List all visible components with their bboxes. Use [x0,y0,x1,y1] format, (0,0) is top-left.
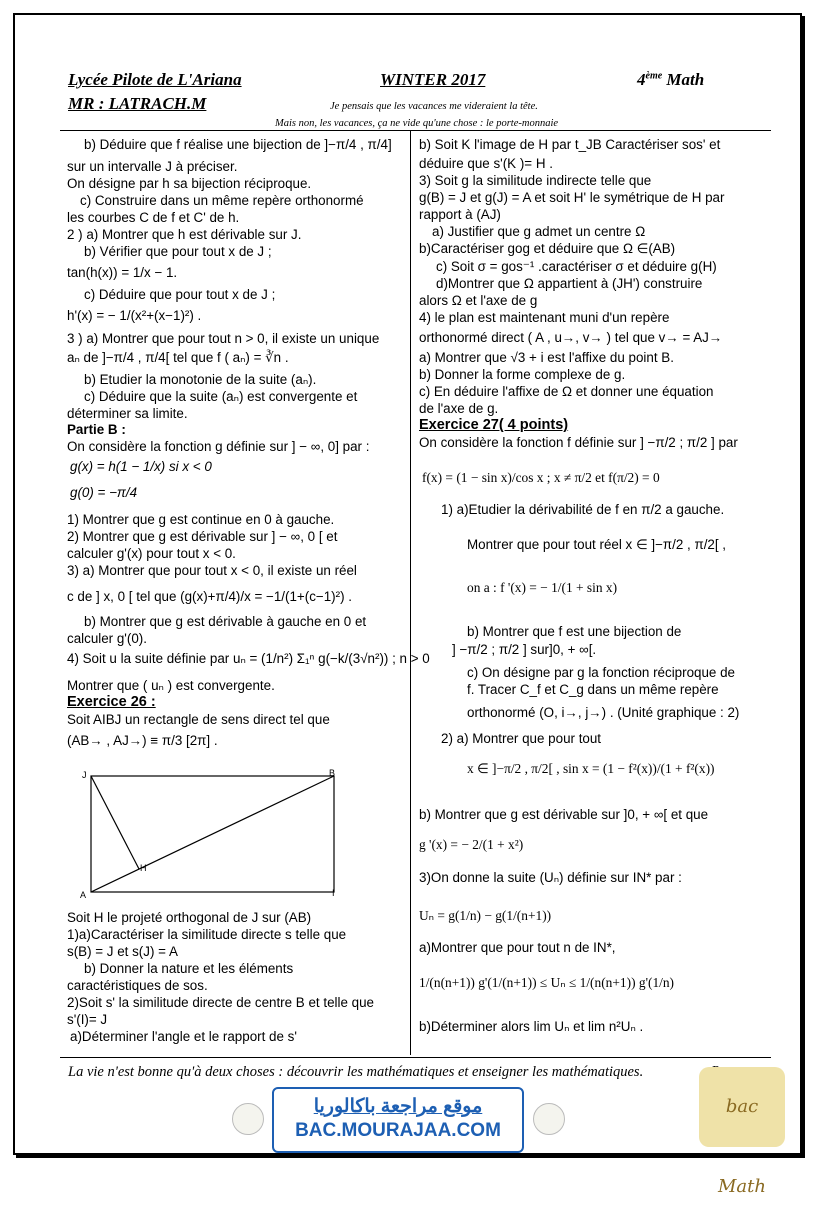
text-line: Montrer que pour tout réel x ∈ ]−π/2 , π/2[ , [467,537,727,552]
text-line: c) En déduire l'affixe de Ω et donner une équation [419,384,714,399]
text-line: a) Montrer que √3 + i est l'affixe du point B. [419,350,674,365]
formula-line: Uₙ = g(1/n) − g(1/(n+1)) [419,908,552,923]
text-line: 2) Montrer que g est dérivable sur ] − ∞, 0 [ et [67,529,338,544]
site-url[interactable]: BAC.MOURAJAA.COM [295,1120,501,1141]
text-line: c) Déduire que pour tout x de J ; [84,287,276,302]
class-label [637,70,704,90]
formula-line: c de ] x, 0 [ tel que (g(x)+π/4)/x = −1/(1+(c−1)²) . [67,589,352,604]
text-line: c) Construire dans un même repère orthonormé [80,193,364,208]
text-line: 2) a) Montrer que pour tout [441,731,602,746]
class-number: 4 [637,70,646,89]
section-title: Partie B : [67,422,126,437]
text-line: 3 ) a) Montrer que pour tout n > 0, il existe un unique [67,331,380,346]
text-line: 1) Montrer que g est continue en 0 à gauche. [67,512,335,527]
text-line: d)Montrer que Ω appartient à (JH') construire [436,276,703,291]
formula-line: aₙ de ]−π/4 , π/4[ tel que f ( aₙ) = ∛n . [67,350,289,365]
formula-line: 1/(n(n+1)) g'(1/(n+1)) ≤ Uₙ ≤ 1/(n(n+1)) g'(1/n) [419,975,675,990]
text-line: b) Montrer que g est dérivable sur ]0, + ∞[ et que [419,807,709,822]
header-divider [60,130,771,131]
label-i: I [332,888,335,898]
text-line: déterminer sa limite. [67,406,188,421]
text-line: g(B) = J et g(J) = A et soit H' le symétrique de H par [419,190,725,205]
text-line: ] −π/2 ; π/2 ] sur]0, + ∞[. [452,642,597,657]
text-line: calculer g'(0). [67,631,147,646]
site-logo-right-icon [533,1103,565,1135]
formula-line: h'(x) = − 1/(x²+(x−1)²) . [67,308,202,323]
formula-line: 4) Soit u la suite définie par uₙ = (1/n²) Σ₁ⁿ g(−k/(3√n²)) ; n > 0 [67,651,430,666]
text-line: On désigne par h sa bijection réciproque. [67,176,312,191]
rectangle-figure [74,768,364,900]
text-line: 2)Soit s' la similitude directe de centre B et telle que [67,995,374,1010]
text-line: b) Montrer que g est dérivable à gauche en 0 et [84,614,367,629]
text-line: b) Déduire que f réalise une bijection de ]−π/4 , π/4] [84,137,392,152]
text-line: b) Soit K l'image de H par t_JB Caractériser sos' et [419,137,721,152]
text-line: c) Déduire que la suite (aₙ) est convergente et [84,389,358,404]
text-line: orthonormé direct ( A , u→, v→ ) tel que v→ = AJ→ [419,330,723,345]
teacher-name: MR : LATRACH.M [68,94,207,113]
formula-line: g '(x) = − 2/(1 + x²) [419,837,524,852]
text-line: b) Donner la nature et les éléments [84,961,294,976]
text-line: b)Déterminer alors lim Uₙ et lim n²Uₙ . [419,1019,644,1034]
school-name: Lycée Pilote de L'Ariana [68,70,242,89]
text-line: b) Etudier la monotonie de la suite (aₙ). [84,372,317,387]
formula-line: f(x) = (1 − sin x)/cos x ; x ≠ π/2 et f(π/2) = 0 [422,470,660,485]
exercise-26-title: Exercice 26 : [67,694,156,710]
formula-line: g(0) = −π/4 [70,485,138,500]
class-superscript: ème [645,70,663,82]
text-line: 1)a)Caractériser la similitude directe s telle que [67,927,347,942]
bac-math-badge: bac Math [699,1067,785,1147]
text-line: les courbes C de f et C' de h. [67,210,240,225]
text-line: c) On désigne par g la fonction réciproque de [467,665,735,680]
text-line: c) Soit σ = gos⁻¹ .caractériser σ et déduire g(H) [436,259,717,274]
session-title: WINTER 2017 [380,70,486,89]
header-quote-line1: Je pensais que les vacances me videraient la tête. [330,101,538,112]
text-line: 3)On donne la suite (Uₙ) définie sur IN* par : [419,870,682,885]
text-line: déduire que s'(K )= H . [419,156,553,171]
text-line: s'(I)= J [67,1012,108,1027]
text-line: s(B) = J et s(J) = A [67,944,178,959]
text-line: b)Caractériser gog et déduire que Ω ∈(AB) [419,241,676,256]
text-line: b) Vérifier que pour tout x de J ; [84,244,272,259]
formula-line: g(x) = h(1 − 1/x) si x < 0 [70,459,212,474]
text-line: Soit AIBJ un rectangle de sens direct tel que [67,712,330,727]
text-line: On considère la fonction f définie sur ] −π/2 ; π/2 ] par [419,435,738,450]
formula-line: (AB→ , AJ→) ≡ π/3 [2π] . [67,733,218,748]
class-name: Math [666,70,705,89]
text-line: caractéristiques de sos. [67,978,208,993]
text-line: 2 ) a) Montrer que h est dérivable sur J. [67,227,302,242]
text-line: 3) a) Montrer que pour tout x < 0, il existe un réel [67,563,357,578]
label-j: J [82,770,87,780]
text-line: b) Montrer que f est une bijection de [467,624,682,639]
text-line: orthonormé (O, i→, j→) . (Unité graphique : 2) [467,705,740,720]
text-line: Soit H le projeté orthogonal de J sur (AB) [67,910,312,925]
site-banner[interactable] [272,1087,524,1153]
text-line: a)Montrer que pour tout n de IN*, [419,940,616,955]
text-line: a)Déterminer l'angle et le rapport de s' [70,1029,297,1044]
text-line: b) Donner la forme complexe de g. [419,367,626,382]
site-name-arabic: موقع مراجعة باكالوريا [313,1096,483,1117]
label-a: A [80,890,87,900]
text-line: alors Ω et l'axe de g [419,293,538,308]
label-h: H [140,863,147,873]
column-divider [410,130,411,1055]
footer-quote: La vie n'est bonne qu'à deux choses : découvrir les mathématiques et enseigner les mathématiques. [68,1064,644,1080]
text-line: a) Justifier que g admet un centre Ω [432,224,646,239]
text-line: f. Tracer C_f et C_g dans un même repère [467,682,719,697]
text-line: de l'axe de g. [419,401,499,416]
text-line: sur un intervalle J à préciser. [67,159,238,174]
exercise-27-title: Exercice 27( 4 points) [419,417,569,433]
diagonal-ab [91,776,334,892]
text-line: Montrer que ( uₙ ) est convergente. [67,678,275,693]
text-line: calculer g'(x) pour tout x < 0. [67,546,236,561]
text-line: 1) a)Etudier la dérivabilité de f en π/2 a gauche. [441,502,725,517]
header-quote-line2: Mais non, les vacances, ça ne vide qu'une chose : le porte-monnaie [275,118,559,129]
footer-divider [60,1057,771,1058]
formula-line: tan(h(x)) = 1/x − 1. [67,265,178,280]
formula-line: x ∈ ]−π/2 , π/2[ , sin x = (1 − f²(x))/(1 + f²(x)) [467,761,715,776]
label-b: B [329,768,336,778]
site-logo-left-icon [232,1103,264,1135]
text-line: rapport à (AJ) [419,207,501,222]
segment-jh [91,776,139,869]
formula-line: on a : f '(x) = − 1/(1 + sin x) [467,580,618,595]
text-line: On considère la fonction g définie sur ] − ∞, 0] par : [67,439,370,454]
text-line: 3) Soit g la similitude indirecte telle que [419,173,652,188]
text-line: 4) le plan est maintenant muni d'un repère [419,310,670,325]
